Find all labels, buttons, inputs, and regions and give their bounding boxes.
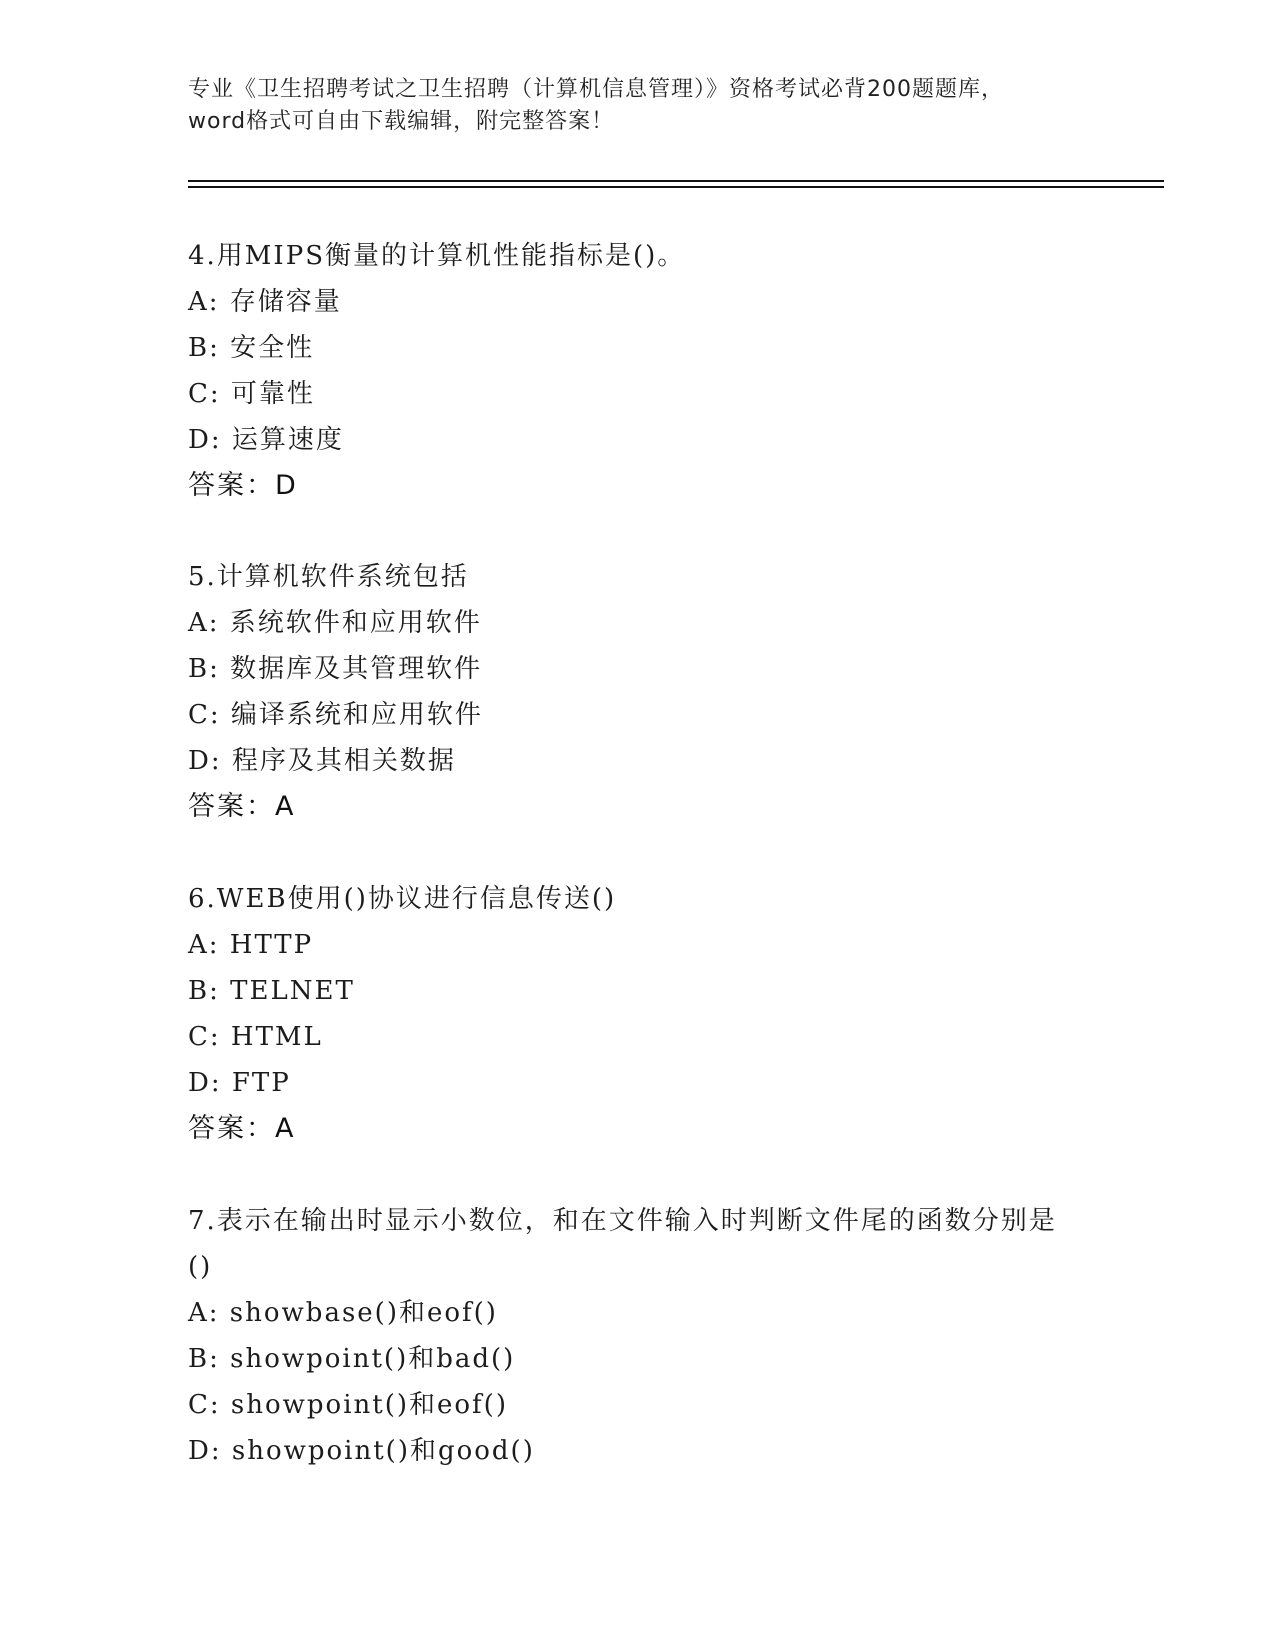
answer-line: 答案：D [188,470,298,501]
option-a: A: 系统软件和应用软件 [188,608,482,638]
option-a: A: 存储容量 [188,287,342,317]
header-divider-top [188,180,1164,182]
option-a: A: HTTP [188,930,314,960]
option-d: D: showpoint()和good() [188,1436,535,1466]
question-text: 5.计算机软件系统包括 [188,562,469,592]
header-title-line: 专业《卫生招聘考试之卫生招聘（计算机信息管理）》资格考试必背200题题库， [188,77,1004,102]
option-b: B: TELNET [188,976,355,1006]
option-c: C: 编译系统和应用软件 [188,700,483,730]
option-c: C: HTML [188,1022,323,1052]
header-subtitle-line: word格式可自由下载编辑，附完整答案！ [188,109,615,134]
question-block [188,876,1108,1152]
option-c: C: 可靠性 [188,379,315,409]
option-b: B: 数据库及其管理软件 [188,654,483,684]
option-d: D: FTP [188,1068,291,1098]
question-text: 7.表示在输出时显示小数位，和在文件输入时判断文件尾的函数分别是() [188,1206,1057,1282]
answer-line: 答案：A [188,791,296,822]
option-b: B: 安全性 [188,333,315,363]
header-divider-bottom [188,186,1164,188]
option-c: C: showpoint()和eof() [188,1390,508,1420]
question-block [188,554,1108,830]
question-text: 4.用MIPS衡量的计算机性能指标是()。 [188,241,686,271]
option-d: D: 运算速度 [188,425,344,455]
question-text: 6.WEB使用()协议进行信息传送() [188,884,617,914]
question-block [188,233,1108,509]
question-block [188,1198,1108,1474]
option-d: D: 程序及其相关数据 [188,746,456,776]
option-a: A: showbase()和eof() [188,1298,498,1328]
answer-line: 答案：A [188,1113,296,1144]
option-b: B: showpoint()和bad() [188,1344,516,1374]
document-header [188,74,1088,138]
